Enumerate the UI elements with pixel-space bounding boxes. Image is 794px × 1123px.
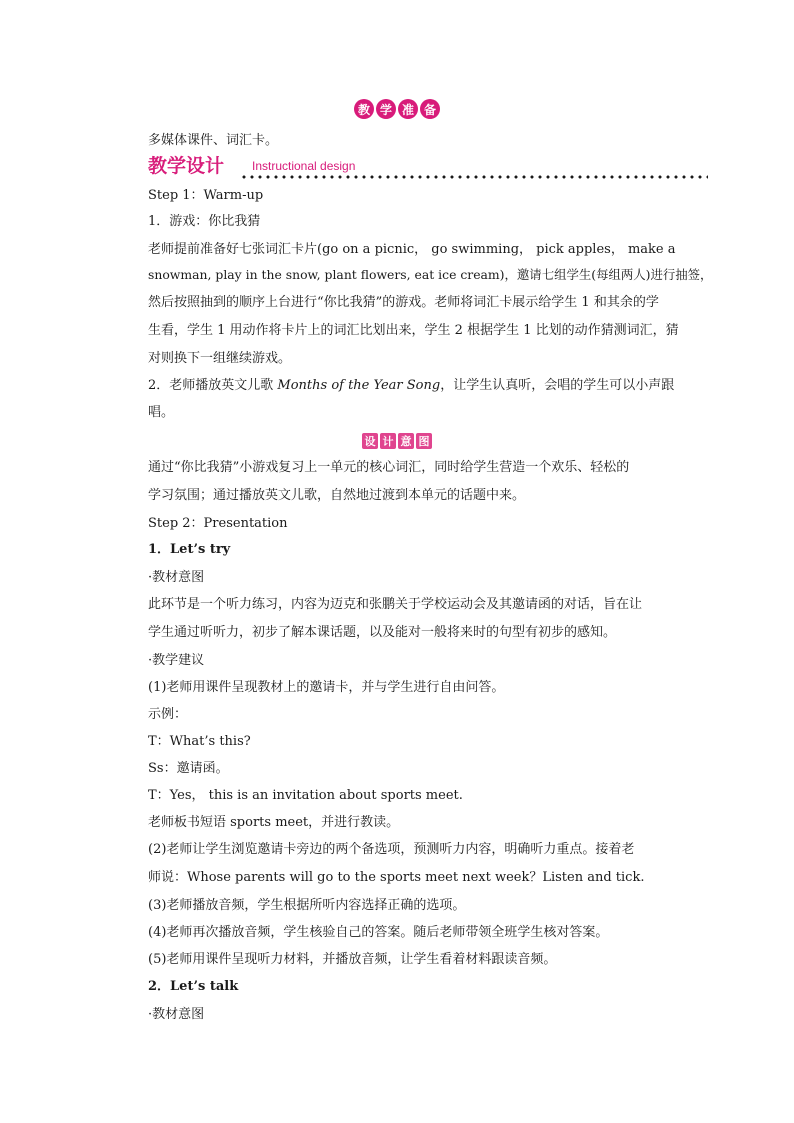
paragraph-line: 老师提前准备好七张词汇卡片(go on a picnic， go swimming， pick apples， make a (148, 242, 676, 257)
dialogue-line: Ss：邀请函。 (148, 761, 229, 776)
section-badge-design-intent (0, 433, 794, 449)
suggest-item: (1)老师用课件呈现教材上的邀请卡，并与学生进行自由问答。 (148, 680, 505, 695)
text: ，让学生认真听，会唱的学生可以小声跟 (440, 378, 675, 393)
paragraph-line-song (148, 379, 674, 392)
badge-char: 图 (416, 433, 432, 449)
suggest-item: 师说：Whose parents will go to the sports meet next week？Listen and tick. (148, 870, 645, 885)
paragraph-line: 此环节是一个听力练习，内容为迈克和张鹏关于学校运动会及其邀请函的对话，旨在让 (148, 597, 643, 612)
step1-title: Step 1：Warm-up (148, 188, 264, 203)
paragraph-line: 通过“你比我猜”小游戏复习上一单元的核心词汇，同时给学生营造一个欢乐、轻松的 (148, 460, 630, 475)
badge-char: 备 (420, 99, 440, 119)
song-title: Months of the Year Song (277, 378, 441, 393)
example-label: 示例： (148, 707, 188, 722)
section-badge-teaching-prep (0, 99, 794, 119)
intent-label: ·教材意图 (148, 1007, 205, 1022)
badge-char: 设 (362, 433, 378, 449)
paragraph-line: 学习氛围；通过播放英文儿歌，自然地过渡到本单元的话题中来。 (148, 488, 526, 503)
paragraph-line: 唱。 (148, 405, 175, 420)
dotted-rule (240, 175, 708, 179)
suggest-item: (5)老师用课件呈现听力材料，并播放音频，让学生看着材料跟读音频。 (148, 952, 557, 967)
intent-label: ·教材意图 (148, 570, 205, 585)
text: 2．老师播放英文儿歌 (148, 378, 278, 393)
step2-title: Step 2：Presentation (148, 516, 288, 531)
dialogue-line: T：What’s this? (148, 734, 251, 749)
lets-talk-title: 2．Let’s talk (148, 979, 239, 994)
badge-char: 准 (398, 99, 418, 119)
badge-char: 学 (376, 99, 396, 119)
suggest-item: (2)老师让学生浏览邀请卡旁边的两个备选项，预测听力内容，明确听力重点。接着老 (148, 842, 635, 857)
game-title: 1．游戏：你比我猜 (148, 214, 261, 229)
paragraph-line: 然后按照抽到的顺序上台进行“你比我猜”的游戏。老师将词汇卡展示给学生 1 和其余的学 (148, 295, 659, 310)
paragraph-line: 生看，学生 1 用动作将卡片上的词汇比划出来，学生 2 根据学生 1 比划的动作猜测词汇，猜 (148, 323, 679, 338)
badge-char: 意 (398, 433, 414, 449)
lets-try-title: 1．Let’s try (148, 542, 231, 557)
prep-text: 多媒体课件、词汇卡。 (148, 133, 279, 148)
heading-zh: 教学设计 (148, 155, 225, 177)
suggest-item: (4)老师再次播放音频，学生核验自己的答案。随后老师带领全班学生核对答案。 (148, 925, 609, 940)
dialogue-line: T：Yes， this is an invitation about sports meet. (148, 788, 463, 803)
paragraph-line: 学生通过听听力，初步了解本课话题，以及能对一般将来时的句型有初步的感知。 (148, 625, 617, 640)
badge-char: 计 (380, 433, 396, 449)
instructional-design-heading (148, 157, 708, 183)
paragraph-line: 对则换下一组继续游戏。 (148, 351, 292, 366)
heading-en: Instructional design (252, 159, 356, 173)
board-line: 老师板书短语 sports meet，并进行教读。 (148, 815, 400, 830)
suggest-label: ·教学建议 (148, 653, 205, 668)
badge-char: 教 (354, 99, 374, 119)
paragraph-line: snowman, play in the snow, plant flowers, eat ice cream)，邀请七组学生(每组两人)进行抽签， (148, 267, 713, 282)
suggest-item: (3)老师播放音频，学生根据所听内容选择正确的选项。 (148, 898, 466, 913)
